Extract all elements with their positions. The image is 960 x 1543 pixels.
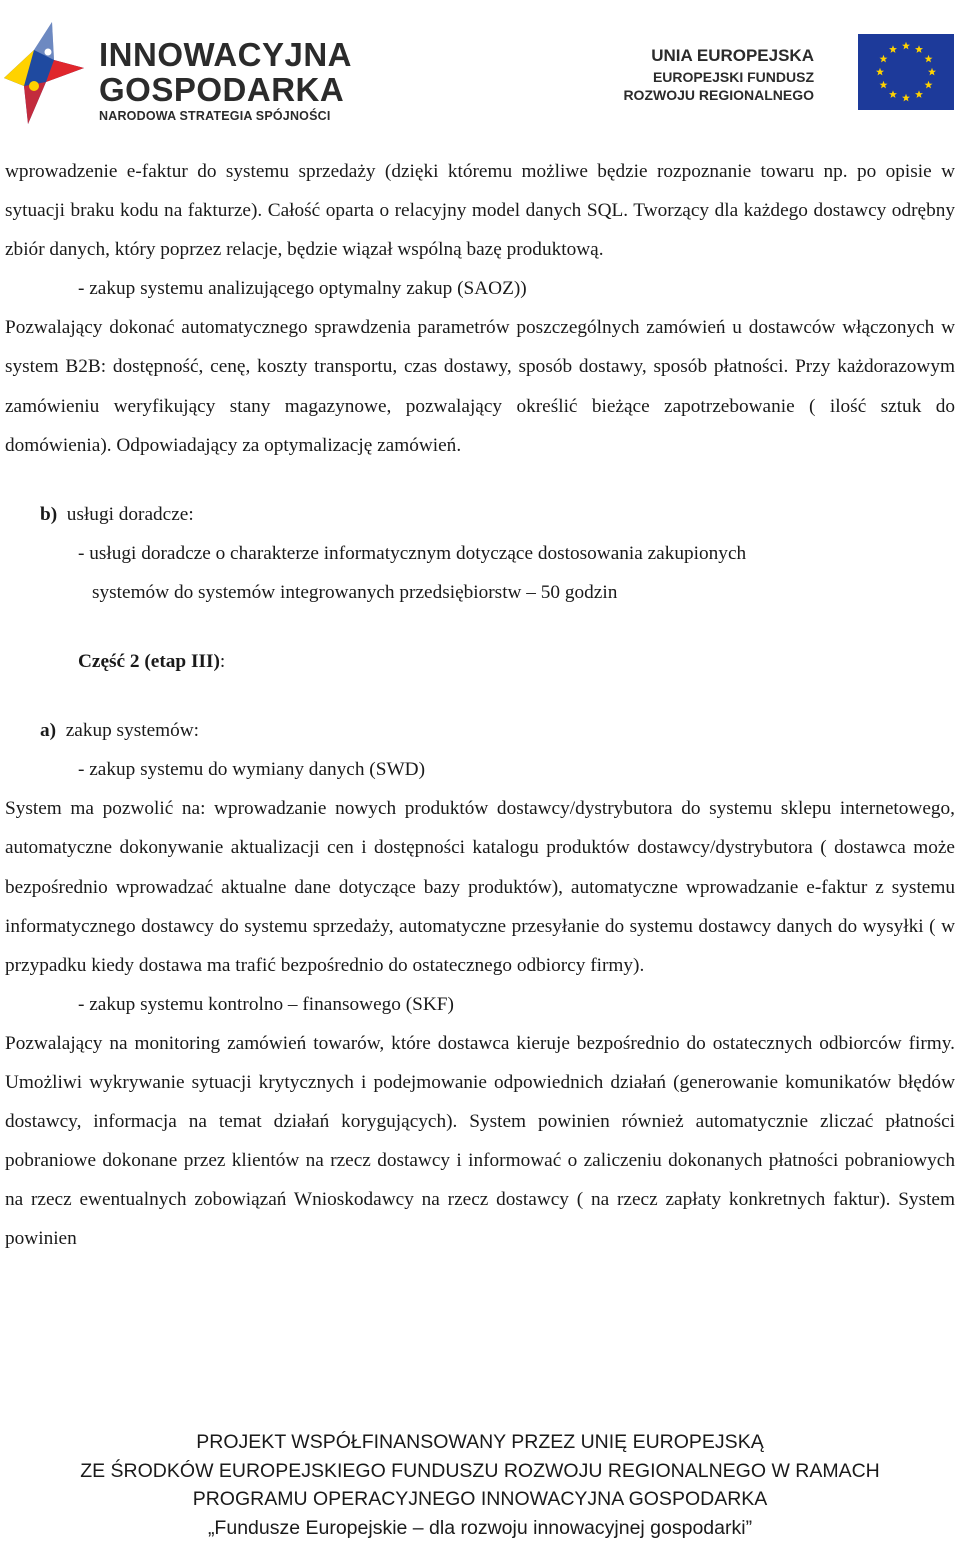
heading-skf: - zakup systemu kontrolno – finansowego (SKF) bbox=[78, 993, 454, 1015]
heading-swd: - zakup systemu do wymiany danych (SWD) bbox=[78, 759, 425, 781]
logo-line-2: GOSPODARKA bbox=[99, 71, 345, 108]
sub-item-consulting-cont: systemów do systemów integrowanych przedsiębiorstw – 50 godzin bbox=[92, 581, 618, 603]
footer-line-3: PROGRAMU OPERACYJNEGO INNOWACYJNA GOSPODARKA bbox=[192, 1488, 768, 1510]
document-body bbox=[5, 152, 955, 1258]
eu-star-icon bbox=[915, 90, 923, 98]
part2-title: Część 2 (etap III) bbox=[78, 651, 220, 673]
paragraph-swd: System ma pozwolić na: wprowadzanie nowych produktów dostawcy/dystrybutora do systemu sklepu internetowego, automatyczne dokonywanie aktualizacji cen i dostępności katalogu produktów dostawcy/dystrybutora ( dostawca może bezpośrednio wprowadzać aktualne dane dotyczące bazy produktów), automatyczne wprowadzanie e-faktur z systemu informatycznego dostawcy do systemu sprzedaży, automatyczne przesyłanie do systemu dostawcy danych do wysyłki ( w przypadku kiedy dostawa ma trafić bezpośrednio do ostatecznego odbiorcy firmy). bbox=[5, 798, 955, 976]
paragraph-skf: Pozwalający na monitoring zamówień towarów, które dostawca kieruje bezpośrednio do ostatecznych odbiorców firmy. Umożliwi wykrywanie sytuacji krytycznych i podejmowanie odpowiednich działań (generowanie komunikatów błędów dostawcy, informacja na temat działań korygujących). System powinien również automatycznie zliczać płatności pobraniowe dokonane przez klientów na rzecz dostawcy i informować o zaliczeniu dokonanych płatności pobraniowych na rzecz ewentualnych zobowiązań Wnioskodawcy na rzecz dostawcy ( na rzecz zapłaty konkretnych faktur). System powinien bbox=[5, 1032, 955, 1250]
eu-star-icon bbox=[925, 55, 933, 63]
paragraph-saoz: Pozwalający dokonać automatycznego sprawdzenia parametrów poszczególnych zamówień u dostawców włączonych w system B2B: dostępność, cenę, koszty transportu, czas dostawy, sposób dostawy, sposób płatności. Przy każdorazowym zamówieniu weryfikujący stany magazynowe, pozwalający określić bieżące zapotrzebowanie ( ilość sztuk do domówienia). Odpowiadający za optymalizację zamówień. bbox=[5, 317, 955, 456]
list-text-b: usługi doradcze: bbox=[66, 503, 194, 525]
eu-star-icon bbox=[928, 68, 936, 76]
eu-star-icon bbox=[902, 42, 910, 50]
list-label-a: a) bbox=[40, 720, 57, 742]
heading-saoz: - zakup systemu analizującego optymalny zakup (SAOZ)) bbox=[78, 278, 527, 300]
eu-star-icon bbox=[889, 45, 897, 53]
section-heading-part2: Część 2 (etap III): bbox=[78, 651, 226, 673]
eu-flag-icon bbox=[858, 34, 954, 110]
paragraph-intro: wprowadzenie e-faktur do systemu sprzedaży (dzięki któremu możliwe będzie rozpoznanie towaru np. po opisie w sytuacji braku kodu na fakturze). Całość oparta o relacyjny model danych SQL. Tworzący dla każdego dostawcy odrębny zbiór danych, który poprzez relacje, będzie wiązał wspólną bazę produktową. bbox=[5, 161, 955, 261]
page-footer bbox=[0, 1428, 960, 1542]
logo-line-1: INNOWACYJNA bbox=[99, 36, 353, 73]
footer-line-1: PROJEKT WSPÓŁFINANSOWANY PRZEZ UNIĘ EUROPEJSKĄ bbox=[196, 1431, 764, 1453]
list-item-a bbox=[5, 711, 955, 750]
eu-logo-line-1: UNIA EUROPEJSKA bbox=[651, 46, 814, 65]
list-item-b bbox=[5, 495, 955, 534]
eu-logo-line-2: EUROPEJSKI FUNDUSZ bbox=[652, 69, 814, 85]
innowacyjna-gospodarka-emblem-icon bbox=[4, 20, 96, 125]
eu-star-icon bbox=[889, 90, 897, 98]
footer-line-4: „Fundusze Europejskie – dla rozwoju innowacyjnej gospodarki” bbox=[207, 1516, 753, 1539]
page-header bbox=[0, 0, 960, 130]
eu-star-icon bbox=[902, 94, 910, 102]
eu-star-icon bbox=[925, 81, 933, 89]
list-text-a: zakup systemów: bbox=[65, 720, 200, 742]
sub-item-consulting: - usługi doradcze o charakterze informatycznym dotyczące dostosowania zakupionych bbox=[78, 542, 747, 564]
eu-star-icon bbox=[876, 68, 884, 76]
footer-line-2: ZE ŚRODKÓW EUROPEJSKIEGO FUNDUSZU ROZWOJU REGIONALNEGO W RAMACH bbox=[80, 1459, 880, 1482]
eu-star-icon bbox=[879, 81, 887, 89]
list-label-b: b) bbox=[40, 503, 58, 525]
eu-star-icon bbox=[879, 55, 887, 63]
eu-star-icon bbox=[915, 45, 923, 53]
logo-line-3: NARODOWA STRATEGIA SPÓJNOŚCI bbox=[99, 109, 331, 123]
eu-logo bbox=[618, 34, 954, 114]
eu-logo-line-3: ROZWOJU REGIONALNEGO bbox=[623, 87, 814, 103]
innowacyjna-gospodarka-logo bbox=[4, 20, 353, 125]
